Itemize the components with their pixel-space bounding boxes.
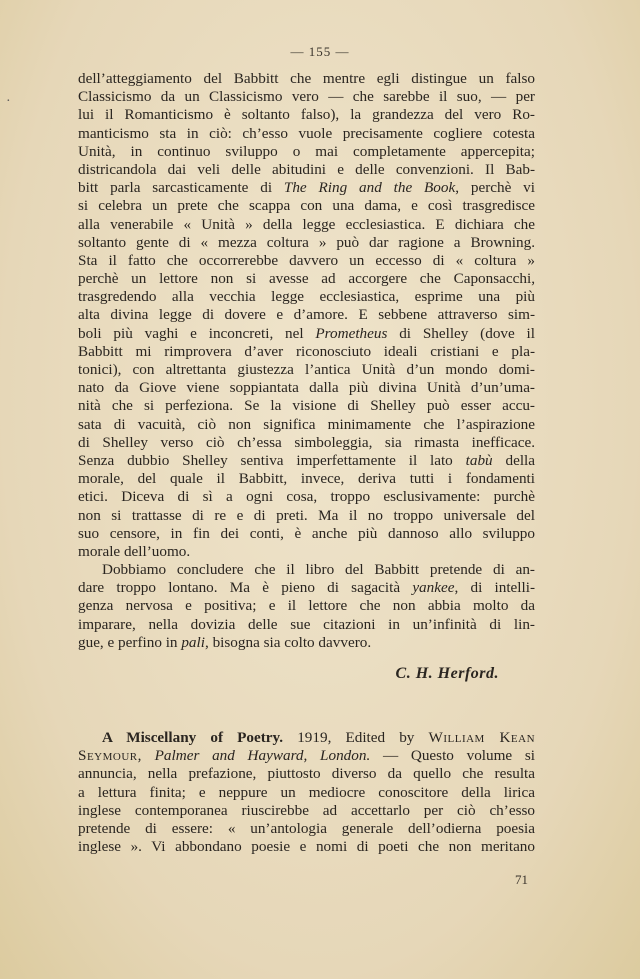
text-line: si celebra un prete che scappa con una dama, e così trasgredisce (78, 197, 535, 215)
text-line: alta divina legge di dovere e d’amore. E sebbene attraverso sim- (78, 306, 535, 324)
review-editor: William Kean (428, 729, 535, 746)
text-line: morale, del quale il Babbitt, invece, deriva tutti i fondamenti (78, 470, 535, 488)
text-line: genza nervosa e positiva; e il lettore che non abbia molto da (78, 597, 535, 615)
text-line: dare troppo lontano. Ma è pieno di sagacità yankee, di intelli- (78, 579, 535, 597)
review-line: inglese contemporanea riuscirebbe ad accettarlo per ciò ch’esso (78, 801, 535, 819)
page-number: 71 (515, 872, 528, 887)
text-line: suo censore, in fin dei conti, è anche più dannoso allo sviluppo (78, 524, 535, 542)
review-line-0: — Questo volume si (382, 747, 535, 765)
text-line: manticismo sta in ciò: ch’esso vuole precisamente cogliere cotesta (78, 124, 535, 142)
review-heading-line (78, 729, 535, 747)
text-line: nità che si perfeziona. Se la visione di Shelley può esser accu- (78, 397, 535, 415)
text-line: Dobbiamo concludere che il libro del Babbitt pretende di an- (102, 561, 535, 579)
text-line: perchè un lettore non si avesse ad accorgere che Caponsacchi, (78, 270, 535, 288)
review-year: 1919, (297, 729, 332, 746)
text-line: alla venerabile « Unità » della legge ecclesiastica. E dichiara che (78, 215, 535, 233)
text-column (78, 70, 535, 856)
text-line: lui il Romanticismo è soltanto falso), la grandezza del vero Ro- (78, 106, 535, 124)
text-line: bitt parla sarcasticamente di The Ring and the Book, perchè vi (78, 179, 535, 197)
text-line: morale dell’uomo. (78, 542, 191, 560)
text-line: Unità, in continuo sviluppo o mai completamente appercepita; (78, 142, 535, 160)
text-line: Classicismo da un Classicismo vero — che sarebbe il suo, — per (78, 88, 535, 106)
text-line: etici. Diceva di sì a ogni cosa, troppo esclusivamente: purchè (78, 488, 535, 506)
text-line: non si trattasse di re e di preti. Ma il no troppo universale del (78, 506, 535, 524)
review-edited-by: Edited by (345, 729, 415, 746)
review-line: inglese ». Vi abbondano poesie e nomi di poeti che non meritano (78, 838, 535, 856)
body-paragraph (78, 70, 535, 561)
text-line: boli più vaghi e inconcreti, nel Prometheus di Shelley (dove il (78, 324, 535, 342)
text-line: soltanto gente di « mezza coltura » può dar ragione a Browning. (78, 233, 535, 251)
text-line: sata di vacuità, ciò non significa minimamente che l’aspirazione (78, 415, 535, 433)
author-signature: C. H. Herford. (395, 665, 499, 682)
text-line: Sta il fatto che occorrerebbe davvero un eccesso di « coltura » (78, 251, 535, 269)
text-line: di Shelley verso ciò ch’essa simboleggia, sia rimasta inefficace. (78, 433, 535, 451)
review-title: A Miscellany of Poetry. (102, 729, 284, 746)
conclusion-paragraph (78, 561, 535, 652)
margin-mark: · (6, 94, 11, 109)
text-line: Babbitt mi rimprovera d’aver riconosciuto ideali cristiani e pla- (78, 342, 535, 360)
review-entry (78, 729, 535, 856)
review-publisher: Palmer and Hayward, London. (154, 747, 371, 765)
text-line: tonici), con altrettanta giustezza l’antica Unità d’un mondo domi- (78, 361, 535, 378)
review-line: a lettura finita; e neppure un mediocre conoscitore della lirica (78, 783, 535, 801)
text-line: Senza dubbio Shelley sentiva imperfettamente il lato tabù della (78, 451, 535, 469)
review-editor-cont: Seymour, (78, 747, 142, 765)
text-line: gue, e perfino in pali, bisogna sia colto davvero. (78, 633, 372, 651)
review-line: pretende di essere: « un’antologia generale dell’odierna poesia (78, 819, 535, 837)
review-publisher-line (78, 747, 535, 765)
text-line: districandola dai veli delle abitudini e delle convenzioni. Il Bab- (78, 160, 535, 178)
text-line: nato da Giove viene soppiantata dalla più divina Unità d’un’uma- (78, 379, 535, 397)
text-line: dell’atteggiamento del Babbitt che mentre egli distingue un falso (78, 70, 535, 87)
running-header: — 155 — (290, 44, 350, 59)
text-line: trasgredendo alla vecchia legge ecclesiastica, esprime una più (78, 288, 535, 306)
review-line: annuncia, nella prefazione, piuttosto diverso da quello che resulta (78, 765, 535, 783)
text-line: imparare, nella dovizia delle sue citazioni in un’infinità di lin- (78, 615, 535, 633)
